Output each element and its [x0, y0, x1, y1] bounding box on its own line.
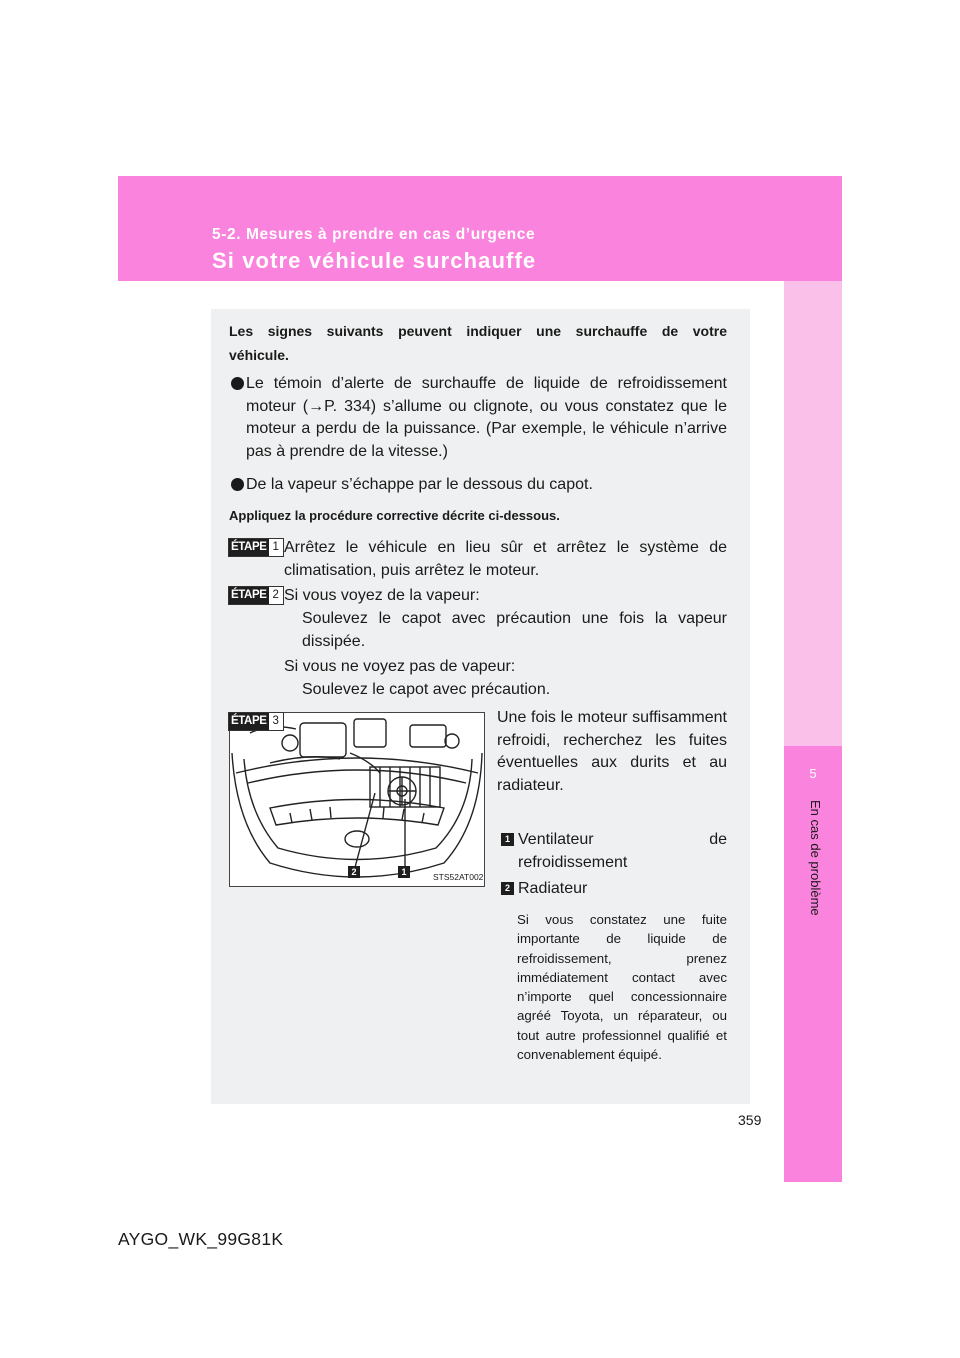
step-case: Si vous voyez de la vapeur: — [284, 587, 480, 604]
bullet-dot-icon — [231, 377, 244, 390]
section-label: 5-2. Mesures à prendre en cas d’urgence — [212, 226, 536, 243]
bullet-item — [229, 373, 727, 463]
intro-text: Les signes suivants peuvent indiquer une surchauffe de votre véhicule. — [229, 323, 727, 363]
step-case: Si vous ne voyez pas de vapeur: — [284, 658, 516, 675]
step-badge — [228, 586, 284, 605]
step-action: Soulevez le capot avec précaution. — [302, 681, 551, 698]
step-text: Arrêtez le véhicule en lieu sûr et arrêtez le système de climatisation, puis arrêtez le moteur. — [284, 539, 727, 579]
step-word: ÉTAPE — [229, 713, 269, 730]
step-number: 1 — [272, 541, 279, 553]
legend-item — [501, 878, 727, 901]
legend-number: 2 — [501, 882, 514, 895]
bullet-text: De la vapeur s’échappe par le dessous du capot. — [246, 476, 593, 493]
step-number: 2 — [272, 589, 279, 601]
legend-item — [501, 829, 727, 874]
engine-illustration — [229, 712, 485, 887]
engine-bay-drawing — [230, 713, 484, 886]
document-code: AYGO_WK_99G81K — [118, 1229, 284, 1249]
note-text: Si vous constatez une fuite importante de liquide de refroidissement, prenez immédiatement contact avec n’importe quel concessionnaire agréé Toyota, un réparateur, ou tout autre professionnel qualifié et convenablement équipé. — [517, 912, 727, 1063]
step-number: 3 — [272, 715, 279, 727]
step-word: ÉTAPE — [229, 587, 269, 604]
bullet-text: Le témoin d’alerte de surchauffe de liquide de refroidissement moteur (→P. 334) s’allume ou clignote, ou vous constatez que le moteur a perdu de la puissance. (Par exemple, le véhicule n’arrive pas à prendre de la vitesse.) — [246, 375, 727, 460]
legend-label: Ventilateur de refroidissement — [518, 831, 727, 871]
callout-badge: 1 — [398, 866, 410, 878]
legend-number: 1 — [501, 833, 514, 846]
step-word: ÉTAPE — [229, 539, 269, 556]
instruction-text: Appliquez la procédure corrective décrite ci-dessous. — [229, 508, 560, 523]
callout-badge: 2 — [348, 866, 360, 878]
legend-label: Radiateur — [518, 880, 588, 897]
page-title: Si votre véhicule surchauffe — [212, 248, 537, 273]
bullet-dot-icon — [231, 478, 244, 491]
step-text: Une fois le moteur suffisamment refroidi, recherchez les fuites éventuelles aux durits et au radiateur. — [497, 709, 727, 794]
chapter-label: En cas de problème — [808, 800, 823, 916]
bullet-item — [229, 474, 727, 497]
step-badge — [228, 712, 284, 731]
step-badge — [228, 538, 284, 557]
page-number: 359 — [738, 1112, 762, 1128]
figure-code: STS52AT002 — [433, 872, 484, 882]
step-action: Soulevez le capot avec précaution une fois la vapeur dissipée. — [302, 610, 727, 650]
chapter-number: 5 — [809, 766, 817, 781]
